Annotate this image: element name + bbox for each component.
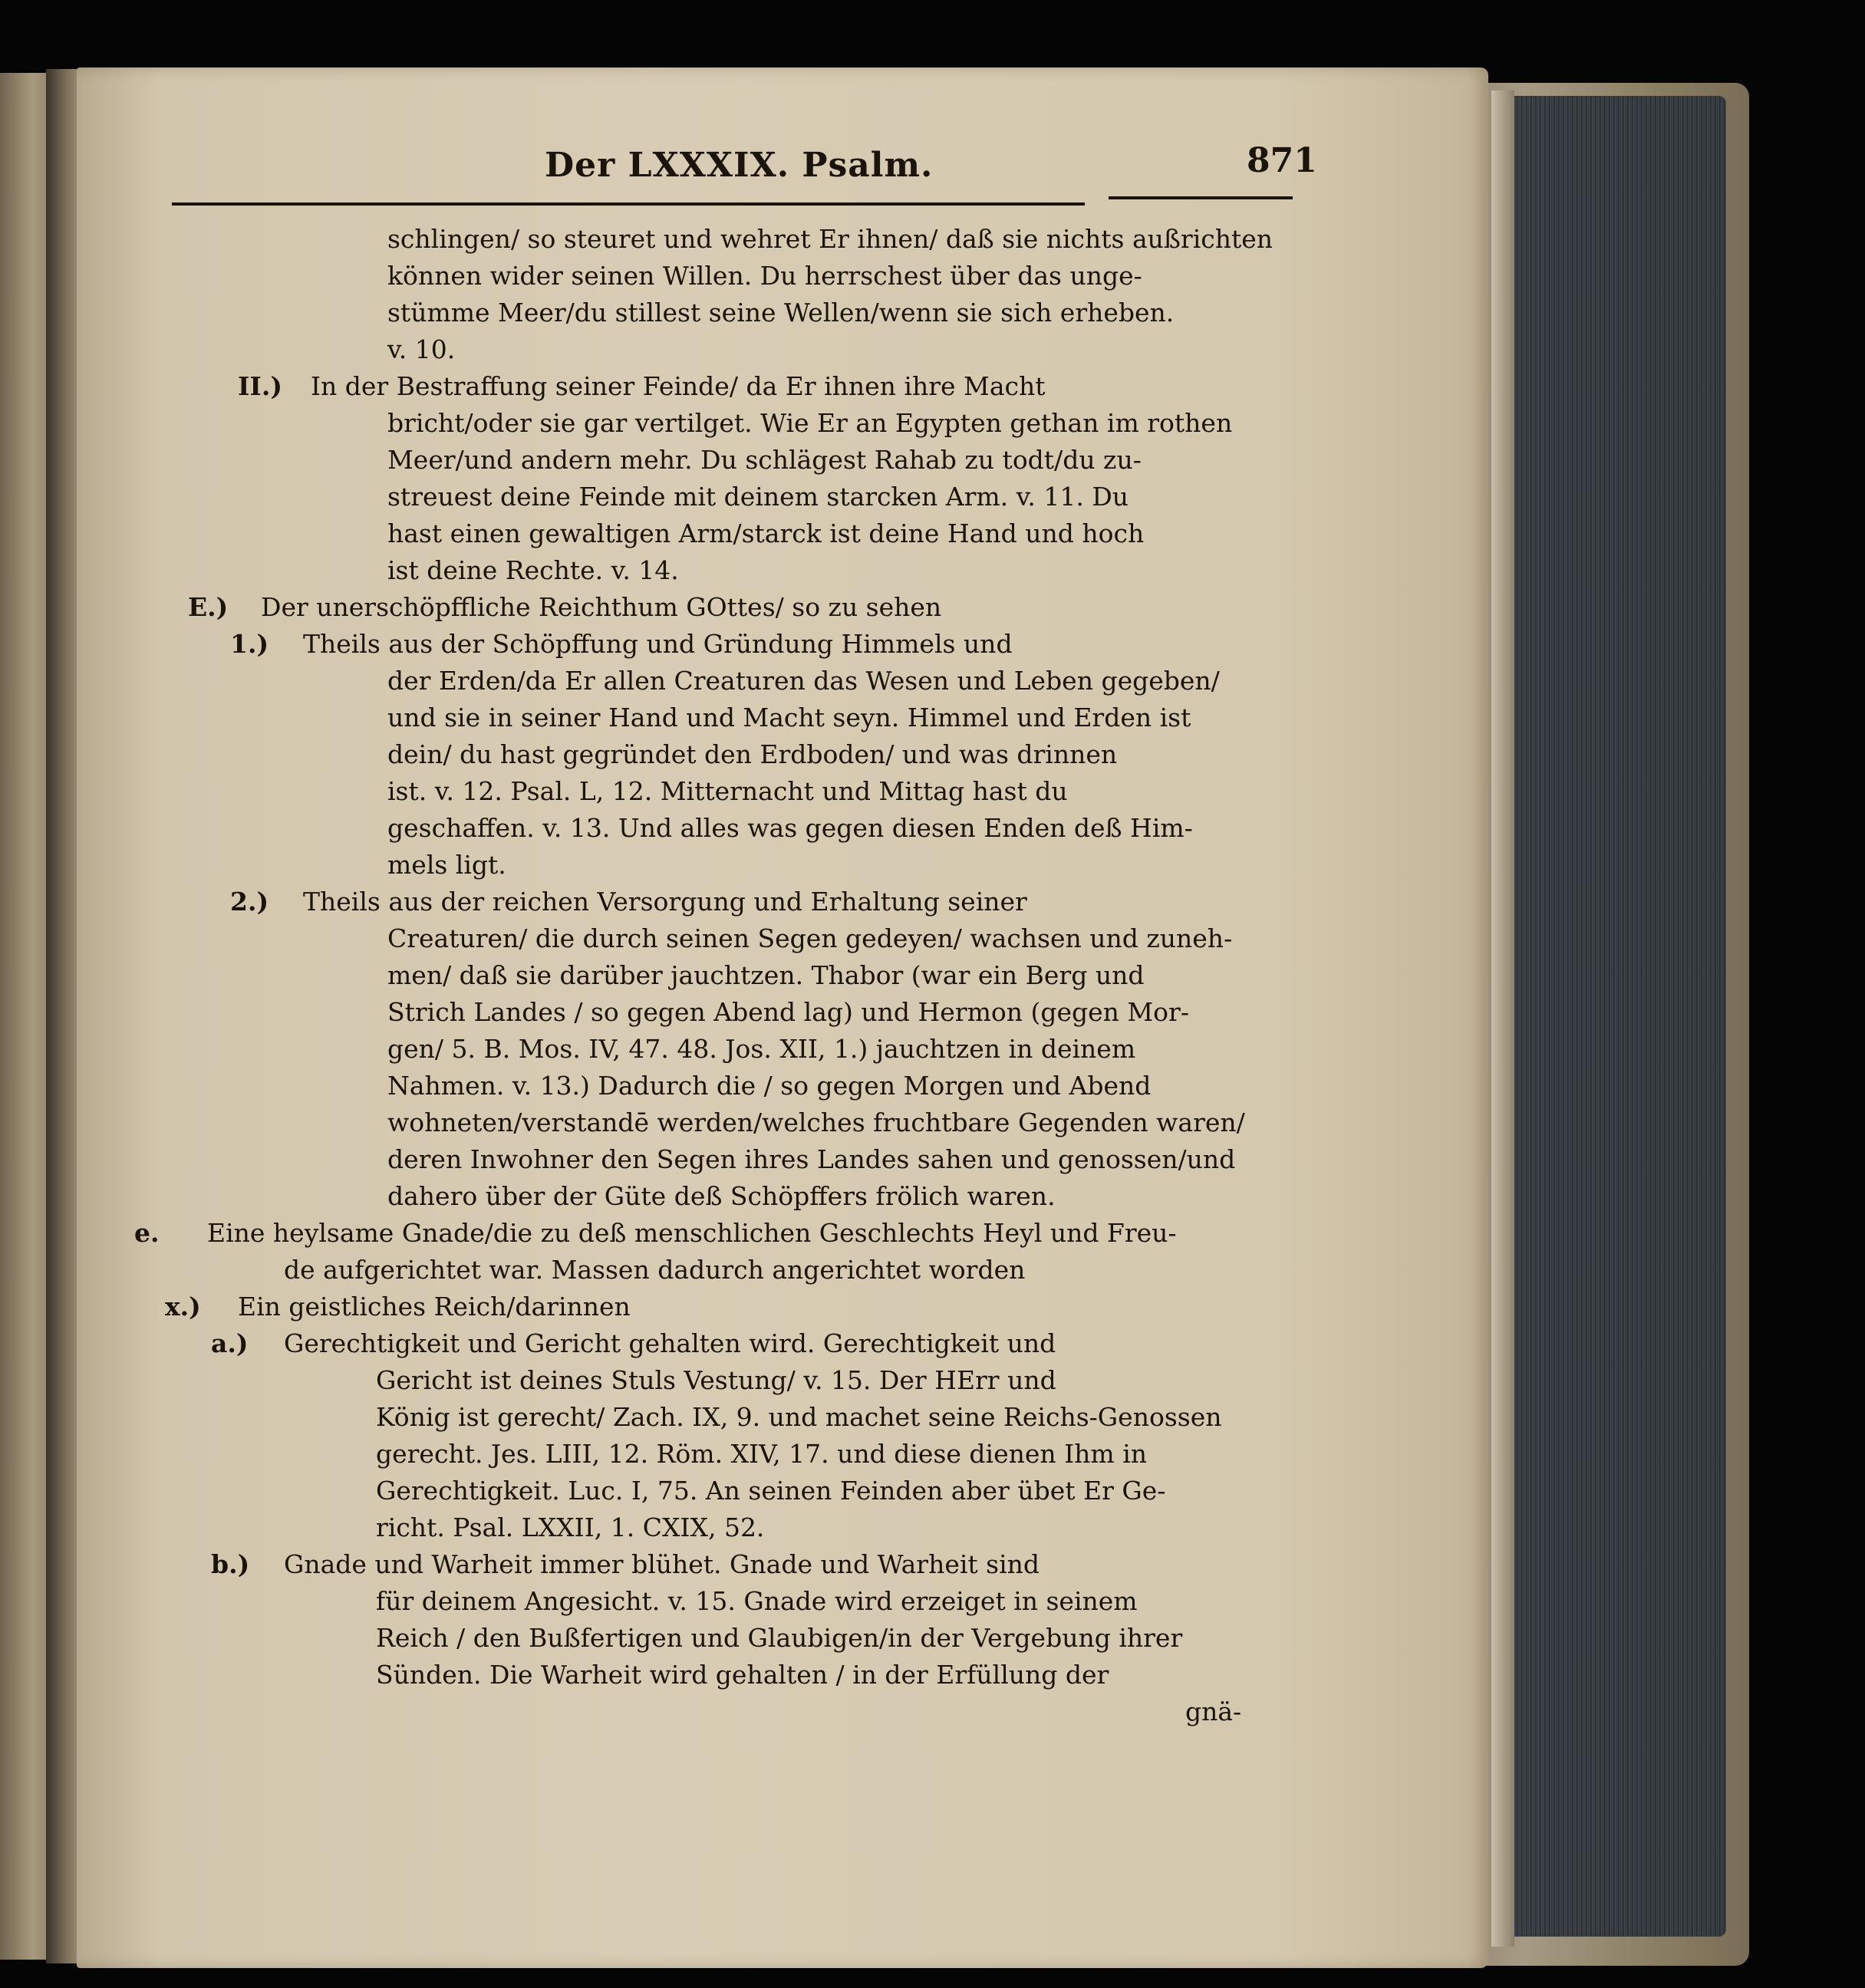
line-text: Der unerschöpffliche Reichthum GOttes/ so zu sehen (261, 592, 942, 622)
line-text: Gericht ist deines Stuls Vestung/ v. 15. Der HErr und (376, 1365, 1056, 1395)
text-line (207, 1068, 1304, 1104)
line-text: Gnade und Warheit immer blühet. Gnade und Warheit sind (284, 1549, 1040, 1579)
text-line (207, 626, 1304, 663)
text-line (207, 368, 1304, 405)
line-text: Reich / den Bußfertigen und Glaubigen/in der Vergebung ihrer (376, 1623, 1183, 1653)
text-line (207, 699, 1304, 736)
text-line (207, 1473, 1304, 1509)
text-line (207, 1325, 1304, 1362)
line-text: men/ daß sie darüber jauchtzen. Thabor (war ein Berg und (387, 960, 1145, 990)
header-rule (172, 202, 1085, 206)
line-text: gerecht. Jes. LIII, 12. Röm. XIV, 17. und diese dienen Ihm in (376, 1439, 1148, 1469)
page-block-edge (1496, 96, 1726, 1937)
text-line (207, 1362, 1304, 1399)
line-text: dein/ du hast gegründet den Erdboden/ und was drinnen (387, 739, 1118, 769)
outline-label: e. (134, 1218, 160, 1248)
line-text: Gerechtigkeit. Luc. I, 75. An seinen Feinden aber übet Er Ge- (376, 1476, 1166, 1506)
line-text: für deinem Angesicht. v. 15. Gnade wird erzeiget in seinem (376, 1586, 1138, 1616)
line-text: dahero über der Güte deß Schöpffers frölich waren. (387, 1181, 1056, 1211)
line-text: Theils aus der reichen Versorgung und Erhaltung seiner (303, 887, 1027, 917)
page-header (207, 137, 1317, 199)
text-line (207, 920, 1304, 957)
page-text (134, 137, 1317, 1726)
outline-label: x.) (165, 1292, 201, 1321)
line-text: hast einen gewaltigen Arm/starck ist deine Hand und hoch (387, 518, 1145, 548)
header-rule-right (1109, 196, 1293, 199)
text-line (188, 589, 1304, 626)
text-lines (134, 221, 1304, 1730)
line-text: de aufgerichtet war. Massen dadurch angerichtet worden (284, 1255, 1026, 1285)
text-line (207, 847, 1304, 884)
outline-label: b.) (211, 1549, 250, 1579)
line-text: Gerechtigkeit und Gericht gehalten wird. Gerechtigkeit und (284, 1328, 1056, 1358)
line-text: bricht/oder sie gar vertilget. Wie Er an Egypten gethan im rothen (387, 408, 1233, 438)
text-line (207, 1657, 1304, 1693)
line-text: deren Inwohner den Segen ihres Landes sahen und genossen/und (387, 1144, 1236, 1174)
text-line (207, 221, 1304, 258)
text-line (207, 405, 1304, 442)
text-line (207, 663, 1304, 699)
text-line (207, 884, 1304, 920)
text-line (207, 957, 1304, 994)
line-text: ist deine Rechte. v. 14. (387, 555, 679, 585)
outline-label: a.) (211, 1328, 249, 1358)
text-line (134, 1215, 1304, 1252)
text-line (207, 810, 1304, 847)
line-text: schlingen/ so steuret und wehret Er ihnen/ daß sie nichts außrichten (387, 224, 1274, 254)
text-line (207, 479, 1304, 515)
line-text: gen/ 5. B. Mos. IV, 47. 48. Jos. XII, 1.) jauchtzen in deinem (387, 1034, 1136, 1064)
line-text: gnä- (1185, 1697, 1242, 1726)
page-edge-band (1491, 91, 1514, 1947)
line-text: Meer/und andern mehr. Du schlägest Rahab zu todt/du zu- (387, 445, 1142, 475)
line-text: können wider seinen Willen. Du herrschest über das unge- (387, 261, 1142, 291)
text-line (207, 295, 1304, 331)
line-text: streuest deine Feinde mit deinem starcken Arm. v. 11. Du (387, 482, 1129, 512)
text-line (207, 331, 1304, 368)
line-text: wohneten/verstandē werden/welches fruchtbare Gegenden waren/ (387, 1108, 1245, 1137)
text-line (207, 1031, 1304, 1068)
page-number: 871 (1247, 141, 1317, 180)
line-text: geschaffen. v. 13. Und alles was gegen diesen Enden deß Him- (387, 813, 1193, 843)
line-text: v. 10. (387, 334, 456, 364)
running-title: Der LXXXIX. Psalm. (545, 146, 934, 185)
text-line (207, 1252, 1304, 1289)
line-text: der Erden/da Er allen Creaturen das Wesen und Leben gegeben/ (387, 666, 1220, 696)
outline-label: 1.) (230, 629, 269, 659)
line-text: Ein geistliches Reich/darinnen (238, 1292, 631, 1321)
text-line (207, 442, 1304, 479)
line-text: richt. Psal. LXXII, 1. CXIX, 52. (376, 1512, 765, 1542)
text-line (207, 515, 1304, 552)
text-line (207, 1399, 1304, 1436)
line-text: Theils aus der Schöpffung und Gründung Himmels und (303, 629, 1013, 659)
text-line (207, 1693, 1304, 1730)
line-text: König ist gerecht/ Zach. IX, 9. und machet seine Reichs-Genossen (376, 1402, 1222, 1432)
line-text: Nahmen. v. 13.) Dadurch die / so gegen Morgen und Abend (387, 1071, 1152, 1101)
outline-label: E.) (188, 592, 229, 622)
text-line (207, 1104, 1304, 1141)
text-line (207, 1509, 1304, 1546)
line-text: Strich Landes / so gegen Abend lag) und Hermon (gegen Mor- (387, 997, 1189, 1027)
line-text: In der Bestraffung seiner Feinde/ da Er ihnen ihre Macht (311, 371, 1046, 401)
text-line (207, 736, 1304, 773)
line-text: ist. v. 12. Psal. L, 12. Mitternacht und Mittag hast du (387, 776, 1068, 806)
text-line (207, 1583, 1304, 1620)
text-line (207, 1141, 1304, 1178)
text-line (207, 552, 1304, 589)
text-line (207, 1436, 1304, 1473)
line-text: mels ligt. (387, 850, 506, 880)
line-text: und sie in seiner Hand und Macht seyn. Himmel und Erden ist (387, 703, 1191, 732)
line-text: Eine heylsame Gnade/die zu deß menschlichen Geschlechts Heyl und Freu- (207, 1218, 1177, 1248)
line-text: Creaturen/ die durch seinen Segen gedeyen/ wachsen und zuneh- (387, 923, 1233, 953)
text-line (207, 258, 1304, 295)
text-line (207, 1178, 1304, 1215)
text-line (165, 1289, 1304, 1325)
outline-label: II.) (238, 371, 282, 401)
text-line (207, 994, 1304, 1031)
text-line (207, 1546, 1304, 1583)
text-line (207, 1620, 1304, 1657)
line-text: stümme Meer/du stillest seine Wellen/wenn sie sich erheben. (387, 298, 1175, 327)
outline-label: 2.) (230, 887, 269, 917)
text-line (207, 773, 1304, 810)
line-text: Sünden. Die Warheit wird gehalten / in der Erfüllung der (376, 1660, 1109, 1690)
